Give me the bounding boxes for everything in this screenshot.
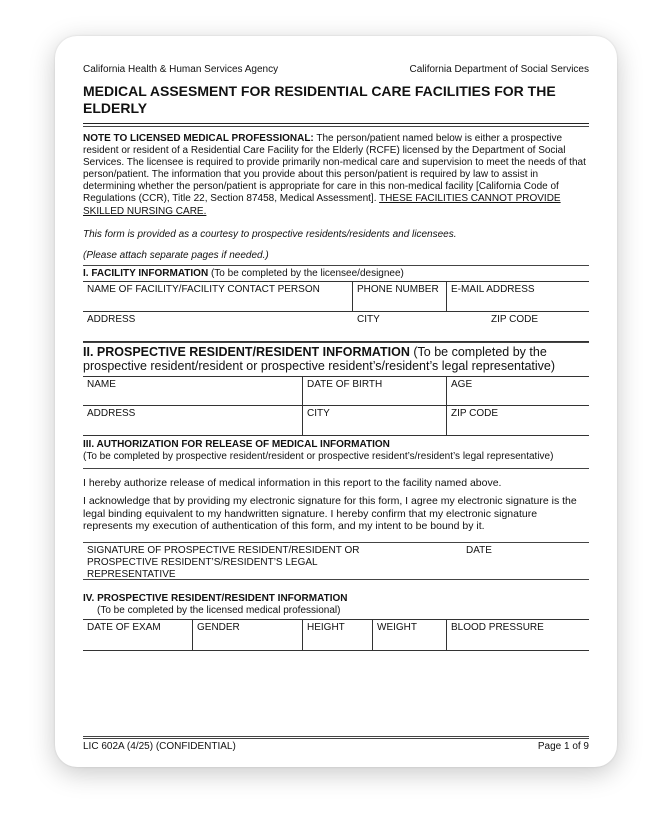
resident-name-label: NAME [87, 379, 116, 390]
gender-label: GENDER [197, 622, 240, 633]
esignature-paragraph: I acknowledge that by providing my electronic signature for this form, I agree my electronic signature is the legal binding equivalent to my handwritten signature. I hereby confirm that my electronic signature represents my execution of authentication of this form, and my intent to be bound by it. [83, 495, 577, 532]
page-footer [83, 741, 589, 753]
section4-row-1 [83, 620, 589, 651]
section3-title: III. AUTHORIZATION FOR RELEASE OF MEDICAL INFORMATION [83, 439, 390, 450]
section3-heading [83, 439, 589, 463]
resident-city-label: CITY [307, 408, 330, 419]
resident-name-field[interactable] [83, 377, 303, 405]
facility-city-field[interactable] [353, 312, 487, 341]
section4-heading [83, 593, 589, 617]
age-field[interactable] [447, 377, 589, 405]
note-body: The person/patient named below is either a prospective resident or resident of a Residential Care Facility for the Elderly (RCFE) licensed by the Department of Social Services. The licensee is required to provide primarily non-medical care and supervision to meet the needs of that person/patient. The information that you provide about this person/patient is required by law to assist in determining whether the person/patient is appropriate for care in this non-medical facility [California Code of Regulations (CCR), Title 22, Section 87458, Medical Assessment]. [83, 133, 586, 205]
facility-name-label: NAME OF FACILITY/FACILITY CONTACT PERSON [87, 284, 320, 295]
email-field[interactable] [447, 282, 589, 311]
form-id: LIC 602A (4/25) (CONFIDENTIAL) [83, 741, 236, 752]
facility-address-label: ADDRESS [87, 314, 136, 325]
age-label: AGE [451, 379, 473, 390]
section2-grid [83, 376, 589, 436]
phone-label: PHONE NUMBER [357, 284, 439, 295]
exam-date-field[interactable] [83, 620, 193, 650]
dob-label: DATE OF BIRTH [307, 379, 383, 390]
courtesy-note: This form is provided as a courtesy to prospective residents/residents and licensees. [83, 229, 457, 240]
facility-address-field[interactable] [83, 312, 353, 341]
signature-label: SIGNATURE OF PROSPECTIVE RESIDENT/RESIDENT OR PROSPECTIVE RESIDENT’S/RESIDENT’S LEGAL REPRESENTATIVE [87, 545, 360, 580]
section2-title: II. PROSPECTIVE RESIDENT/RESIDENT INFORMATION [83, 345, 410, 359]
facility-zip-field[interactable] [487, 312, 589, 341]
section1-subtitle: (To be completed by the licensee/designee) [208, 268, 404, 279]
section2-row-2 [83, 406, 589, 436]
signature-field[interactable] [83, 545, 589, 579]
phone-field[interactable] [353, 282, 447, 311]
document-card [55, 36, 617, 767]
dob-field[interactable] [303, 377, 447, 405]
section3-subtitle: (To be completed by prospective resident/resident or prospective resident’s/resident’s legal representative) [83, 451, 554, 462]
note-label: NOTE TO LICENSED MEDICAL PROFESSIONAL: [83, 133, 314, 144]
signature-bottom-rule [83, 579, 589, 580]
facility-zip-label: ZIP CODE [491, 314, 539, 325]
section4-title: IV. PROSPECTIVE RESIDENT/RESIDENT INFORMATION [83, 593, 348, 604]
section1-row-1 [83, 282, 589, 312]
facility-name-field[interactable] [83, 282, 353, 311]
section2-top-rule [83, 342, 589, 343]
section2-subtitle: (To be completed by the prospective resident/resident or prospective resident’s/resident’s legal representative) [83, 345, 556, 373]
height-label: HEIGHT [307, 622, 345, 633]
section4-subtitle: (To be completed by the licensed medical professional) [97, 605, 341, 616]
facility-city-label: CITY [357, 314, 380, 325]
page-header [83, 64, 589, 76]
title-rule-2 [83, 126, 589, 127]
footer-rule-2 [83, 738, 589, 739]
form-title: MEDICAL ASSESMENT FOR RESIDENTIAL CARE FACILITIES FOR THE ELDERLY [83, 83, 556, 116]
resident-zip-field[interactable] [447, 406, 589, 435]
attach-note: (Please attach separate pages if needed.) [83, 250, 269, 261]
resident-zip-label: ZIP CODE [451, 408, 499, 419]
title-rule [83, 123, 589, 124]
section2-heading [83, 345, 589, 373]
signature-date-label: DATE [466, 545, 492, 556]
footer-rule [83, 736, 589, 737]
section1-grid [83, 281, 589, 342]
section1-top-rule [83, 265, 589, 266]
gender-field[interactable] [193, 620, 303, 650]
section1-title: I. FACILITY INFORMATION [83, 268, 209, 279]
note-warning: THESE FACILITIES CANNOT PROVIDE SKILLED NURSING CARE. [83, 193, 561, 217]
department-name: California Department of Social Services [409, 64, 589, 75]
height-field[interactable] [303, 620, 373, 650]
resident-address-label: ADDRESS [87, 408, 136, 419]
email-label: E-MAIL ADDRESS [451, 284, 535, 295]
resident-address-field[interactable] [83, 406, 303, 435]
agency-name: California Health & Human Services Agency [83, 64, 279, 75]
note-paragraph [83, 133, 589, 218]
page-number: Page 1 of 9 [537, 741, 589, 752]
section4-grid [83, 619, 589, 651]
authorization-paragraph: I hereby authorize release of medical information in this report to the facility named above. [83, 477, 502, 489]
section3-rule [83, 468, 589, 469]
blood-pressure-field[interactable] [447, 620, 589, 650]
exam-date-label: DATE OF EXAM [87, 622, 161, 633]
section1-heading [83, 268, 589, 280]
resident-city-field[interactable] [303, 406, 447, 435]
blood-pressure-label: BLOOD PRESSURE [451, 622, 544, 633]
weight-label: WEIGHT [377, 622, 417, 633]
section1-row-2 [83, 312, 589, 342]
section2-row-1 [83, 377, 589, 406]
weight-field[interactable] [373, 620, 447, 650]
signature-top-rule [83, 542, 589, 543]
